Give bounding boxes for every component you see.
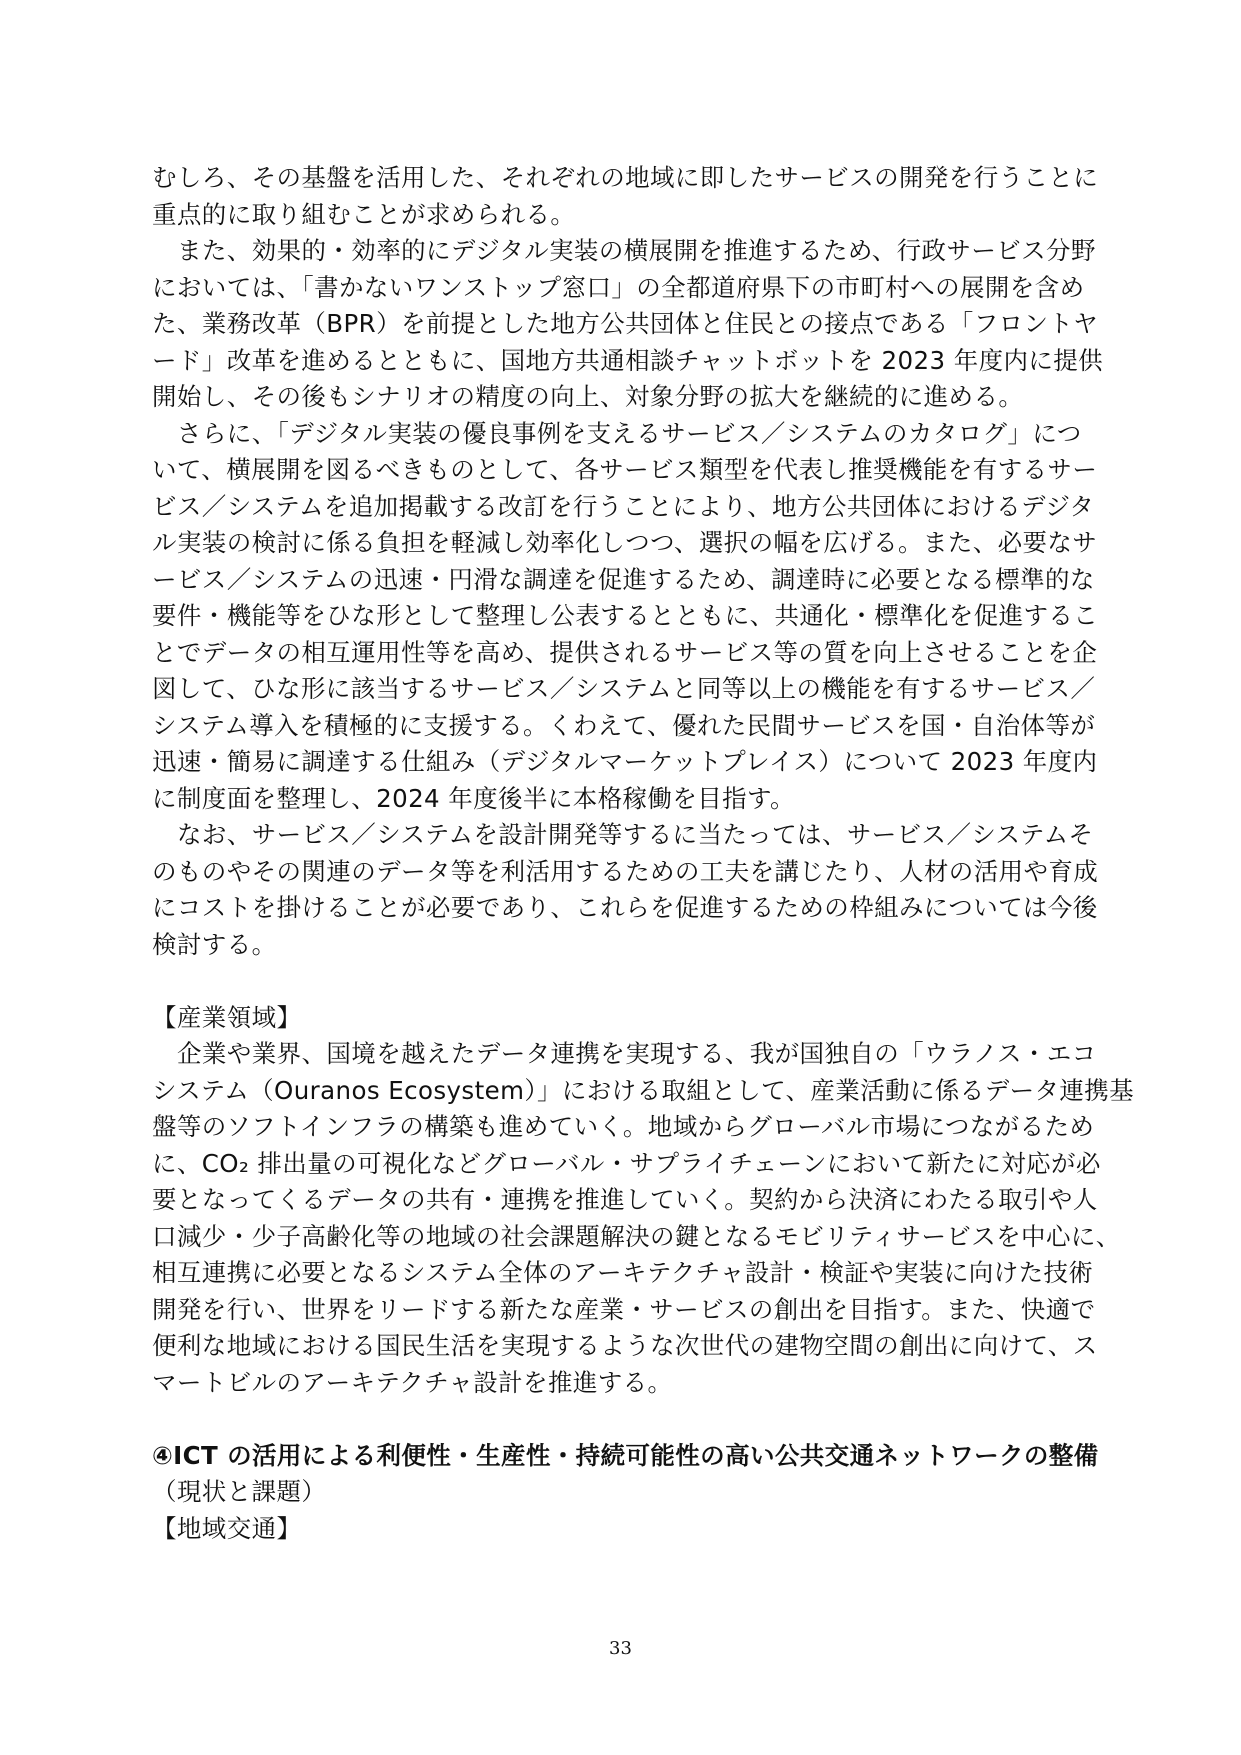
text-line: マートビルのアーキテクチャ設計を推進する。 [152, 1367, 673, 1397]
text-line: 迅速・簡易に調達する仕組み（デジタルマーケットプレイス）について 2023 年度内 [152, 747, 1098, 776]
text-line: 開始し、その後もシナリオの精度の向上、対象分野の拡大を継続的に進める。 [152, 382, 1024, 411]
text-line: 口減少・少子高齢化等の地域の社会課題解決の鍵となるモビリティサービスを中心に、 [152, 1221, 1121, 1251]
text-line: 検討する。 [152, 929, 277, 959]
blank-line [152, 963, 1092, 1000]
text-line: さらに、「デジタル実装の優良事例を支えるサービス／システムのカタログ」につ [177, 418, 1082, 448]
text-line: 開発を行い、世界をリードする新たな産業・サービスの創出を目指す。また、快適で [152, 1294, 1096, 1324]
text-line: た、業務改革（BPR）を前提とした地方公共団体と住民との接点である「フロントヤ [152, 309, 1099, 338]
text-line: また、効果的・効率的にデジタル実装の横展開を推進するため、行政サービス分野 [177, 236, 1096, 265]
text-line: システム（Ouranos Ecosystem）」における取組として、産業活動に係るデータ連携基 [152, 1075, 1135, 1105]
section-heading: ④ICT の活用による利便性・生産性・持続可能性の高い公共交通ネットワークの整備 [152, 1440, 1099, 1470]
text-line: ード」改革を進めるとともに、国地方共通相談チャットボットを 2023 年度内に提供 [152, 345, 1104, 375]
text-line: 便利な地域における国民生活を実現するような次世代の建物空間の創出に向けて、ス [152, 1331, 1098, 1360]
text-line: のものやその関連のデータ等を利活用するための工夫を講じたり、人材の活用や育成 [152, 856, 1099, 886]
text-line: に制度面を整理し、2024 年度後半に本格稼働を目指す。 [152, 783, 795, 813]
region-heading: 【地域交通】 [152, 1513, 302, 1543]
text-line: ビス／システムを追加掲載する改訂を行うことにより、地方公共団体におけるデジタ [152, 491, 1095, 521]
text-line: 要となってくるデータの共有・連携を推進していく。契約から決済にわたる取引や人 [152, 1185, 1098, 1214]
text-line: とでデータの相互運用性等を高め、提供されるサービス等の質を向上させることを企 [152, 637, 1098, 667]
text-line: においては、「書かないワンストップ窓口」の全都道府県下の市町村への展開を含め [152, 272, 1085, 302]
text-line: 図して、ひな形に該当するサービス／システムと同等以上の機能を有するサービス／ [152, 674, 1096, 703]
text-line: に、CO₂ 排出量の可視化などグローバル・サプライチェーンにおいて新たに対応が必 [152, 1148, 1101, 1178]
page-number: 33 [609, 1638, 632, 1659]
text-line: 重点的に取り組むことが求められる。 [152, 199, 576, 229]
text-line: ービス／システムの迅速・円滑な調達を促進するため、調達時に必要となる標準的な [152, 564, 1095, 594]
blank-line [152, 1401, 1092, 1438]
text-line: いて、横展開を図るべきものとして、各サービス類型を代表し推奨機能を有するサー [152, 455, 1098, 484]
text-line: 相互連携に必要となるシステム全体のアーキテクチャ設計・検証や実装に向けた技術 [152, 1258, 1094, 1287]
document-body [152, 160, 1135, 1547]
text-line: にコストを掛けることが必要であり、これらを促進するための枠組みについては今後 [152, 893, 1098, 922]
text-line: システム導入を積極的に支援する。くわえて、優れた民間サービスを国・自治体等が [152, 710, 1096, 740]
text-line: なお、サービス／システムを設計開発等するに当たっては、サービス／システムそ [177, 820, 1094, 849]
text-line: 企業や業界、国境を越えたデータ連携を実現する、我が国独自の「ウラノス・エコ [177, 1039, 1097, 1068]
industry-heading: 【産業領域】 [152, 1002, 302, 1032]
subheading: （現状と課題） [152, 1477, 327, 1506]
text-line: 盤等のソフトインフラの構築も進めていく。地域からグローバル市場につながるため [152, 1112, 1095, 1141]
text-line: ル実装の検討に係る負担を軽減し効率化しつつ、選択の幅を広げる。また、必要なサ [152, 528, 1098, 557]
text-line: むしろ、その基盤を活用した、それぞれの地域に即したサービスの開発を行うことに [152, 163, 1099, 192]
text-line: 要件・機能等をひな形として整理し公表するとともに、共通化・標準化を促進するこ [152, 601, 1099, 630]
